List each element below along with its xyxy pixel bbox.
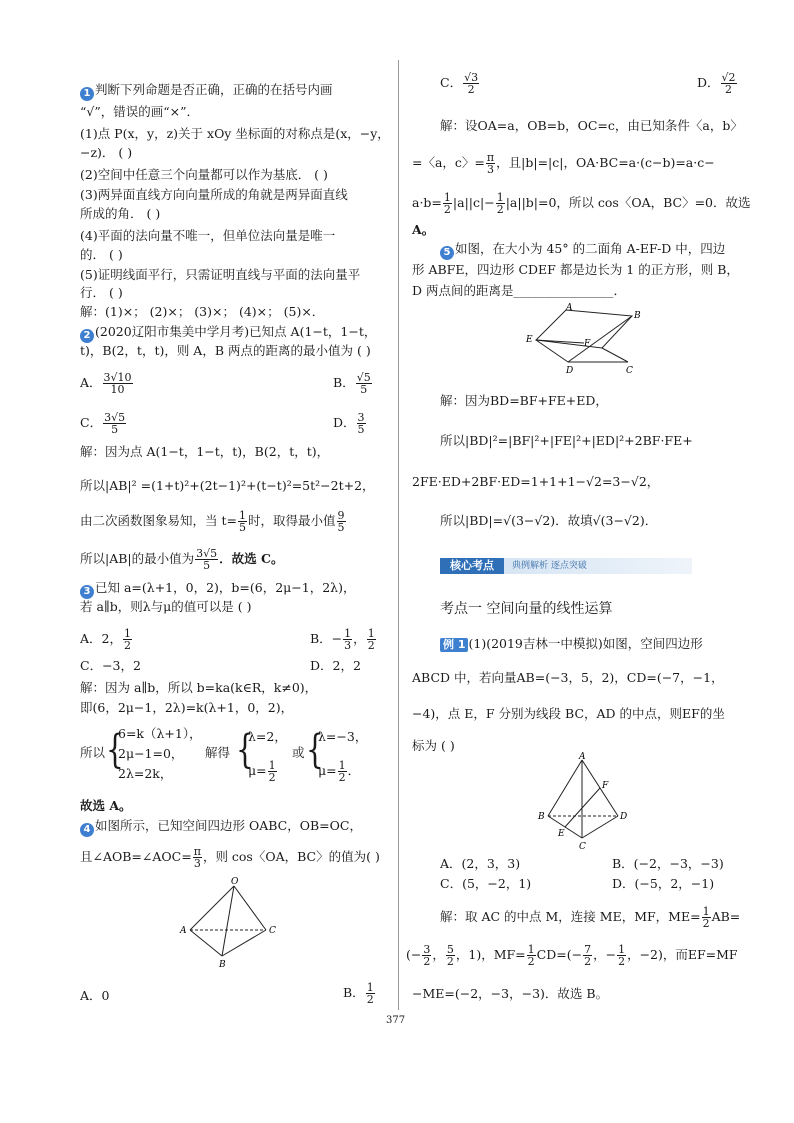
label-d: D [566, 366, 574, 376]
q1-line: −z)． ( ) [80, 145, 133, 160]
label-a: A [566, 303, 573, 313]
label-d: D [620, 812, 628, 822]
q4-final: A。 [412, 222, 435, 237]
ex1-line: ABCD 中，若向量AB=(−3，5，2)，CD=(−7，−1， [412, 670, 724, 685]
ex1-line: 例 1 (1)(2019吉林一中模拟)如图，空间四边形 [440, 636, 703, 652]
solve-label: 解得 [205, 745, 231, 760]
q5-solution: 所以|BD|²=|BF|²+|FE|²+|ED|²+2BF·FE+ [440, 433, 693, 448]
banner-subtitle: 典例解析 逐点突破 [512, 561, 587, 571]
brace-icon: { [106, 726, 124, 773]
q1-line: (1)点 P(x，y，z)关于 xOy 坐标面的对称点是(x，−y， [80, 126, 390, 141]
question-number-badge: 3 [80, 585, 94, 599]
q5-line: 5 如图，在大小为 45° 的二面角 A-EF-D 中，四边 [440, 241, 725, 260]
ex1-solution: (− $\frac{3}{2}$ ， $\frac{5}{2}$ ，1)，MF= $\frac{1}{2}$ CD=(− $\frac{7}{2}$ ，− $\frac{1}{2}$ ，−2)，而EF=MF [406, 943, 738, 968]
q3-solution-label: 所以 [80, 745, 106, 760]
q4-solution: a·b= $\frac{1}{2}$ |a||c|− $\frac{1}{2}$ |a||b|=0，所以 cos〈OA，BC〉=0．故选 [412, 191, 751, 216]
option-b: B．− $\frac{1}{3}$ ， $\frac{1}{2}$ [310, 627, 375, 652]
option-a: A．0 [80, 988, 110, 1003]
q2-solution: 所以|AB|² =(1+t)²+(2t−1)²+(t−t)²=5t²−2t+2， [80, 478, 375, 493]
option-c: C．−3，2 [80, 658, 141, 673]
banner-title: 核心考点 [440, 558, 504, 574]
label-b: B [634, 311, 641, 321]
q5-line: D 两点间的距离是________________． [412, 283, 626, 298]
question-number-badge: 1 [80, 87, 94, 101]
option-c: C． $\frac{3√5}{5}$ [80, 411, 126, 436]
label-b: B [219, 960, 226, 968]
label-c: C [579, 842, 586, 852]
ex1-solution: 解：取 AC 的中点 M，连接 ME，MF，ME= $\frac{1}{2}$ AB= [440, 905, 741, 930]
result-eq: μ= $\frac{1}{2}$ ． [318, 759, 361, 784]
page-number: 377 [386, 1015, 406, 1026]
q1-line: “√”，错误的画“×”． [80, 104, 200, 119]
brace-icon: { [306, 726, 324, 773]
q4-solution: 解：设OA=a，OB=b，OC=c，由已知条件〈a，b〉 [440, 118, 743, 133]
option-d: D． $\frac{3}{5}$ [333, 411, 365, 436]
ex1-line: −4)，点 E，F 分别为线段 BC，AD 的中点，则EF的坐 [412, 706, 725, 721]
q1-line: 行． ( ) [80, 285, 123, 300]
option-d: D．2，2 [310, 658, 361, 673]
section-title: 考点一 空间向量的线性运算 [440, 601, 613, 617]
system-eq: 2λ=2k， [118, 766, 173, 781]
q3-solution: 解：因为 a∥b，所以 b=ka(k∈R，k≠0)， [80, 680, 318, 695]
option-b: B． $\frac{1}{2}$ [343, 981, 374, 1006]
q5-solution: 解：因为BD=BF+FE+ED， [440, 393, 608, 408]
label-c: C [269, 926, 276, 936]
option-d: D．(−5，2，−1) [612, 876, 715, 891]
question-number-badge: 5 [440, 246, 454, 260]
option-c: C． $\frac{√3}{2}$ [440, 71, 479, 96]
label-o: O [231, 877, 239, 887]
result-eq: μ= $\frac{1}{2}$ [248, 759, 276, 784]
dihedral-figure [524, 302, 650, 376]
or-label: 或 [292, 745, 305, 760]
q2-line: t)，B(2，t，t)，则 A，B 两点的距离的最小值为 ( ) [80, 343, 371, 358]
ex1-line: 标为 ( ) [412, 738, 455, 753]
q1-line: (5)证明线面平行，只需证明直线与平面的法向量平 [80, 267, 361, 282]
q4-line: 且∠AOB=∠AOC= $\frac{\pi}{3}$ ，则 cos〈OA，BC〉的值为( ) [80, 845, 380, 870]
q2-solution: 由二次函数图象易知，当 t= $\frac{1}{5}$ 时，取得最小值 $\frac{9}{5}$ [80, 509, 345, 534]
tetrahedron-figure [176, 876, 286, 968]
label-e: E [526, 335, 533, 345]
q1-line: 的． ( ) [80, 247, 123, 262]
result-eq: λ=−3， [318, 729, 368, 744]
option-b: B． $\frac{√5}{5}$ [333, 371, 371, 396]
q3-final: 故选 A。 [80, 798, 132, 813]
q2-solution: 所以|AB|的最小值为 $\frac{3√5}{5}$ ．故选 C。 [80, 547, 284, 572]
label-e: E [558, 829, 565, 839]
option-a: A．(2，3，3) [440, 856, 521, 871]
q1-line: (3)两异面直线方向向量所成的角就是两异面直线 [80, 187, 348, 202]
q4-line: 4 如图所示，已知空间四边形 OABC，OB=OC， [80, 818, 362, 837]
question-number-badge: 2 [80, 329, 94, 343]
option-a: A．2， $\frac{1}{2}$ [80, 627, 131, 652]
q3-solution: 即(6，2μ−1，2λ)=k(λ+1，0，2)， [80, 700, 294, 715]
option-c: C．(5，−2，1) [440, 876, 532, 891]
q1-line: (2)空间中任意三个向量都可以作为基底． ( ) [80, 167, 328, 182]
q1-answer: 解：(1)×； (2)×； (3)×； (4)×； (5)×． [80, 304, 325, 319]
label-a: A [180, 926, 187, 936]
brace-icon: { [236, 726, 254, 773]
option-b: B．(−2，−3，−3) [612, 856, 724, 871]
label-a: A [579, 752, 586, 762]
q5-final: 所以|BD|=√(3−√2)．故填√(3−√2)． [440, 513, 658, 528]
q3-line: 若 a∥b，则λ与μ的值可以是 ( ) [80, 599, 252, 614]
q1-line: 1 判断下列命题是否正确，正确的在括号内画 [80, 82, 333, 101]
label-f: F [602, 781, 609, 791]
column-divider [398, 60, 399, 1010]
label-b: B [538, 812, 545, 822]
system-eq: 2μ−1=0， [118, 746, 184, 761]
option-a: A． $\frac{3√10}{10}$ [80, 371, 132, 396]
option-d: D． $\frac{√2}{2}$ [697, 71, 736, 96]
label-c: C [626, 366, 633, 376]
q5-solution: 2FE·ED+2BF·ED=1+1+1−√2=3−√2， [412, 474, 660, 489]
q5-line: 形 ABFE，四边形 CDEF 都是边长为 1 的正方形，则 B， [412, 262, 739, 277]
system-eq: 6=k（λ+1）， [118, 726, 202, 741]
example-badge: 例 1 [440, 638, 468, 652]
tetrahedron-figure [534, 752, 634, 852]
q4-solution: =〈a，c〉= $\frac{\pi}{3}$ ，且|b|=|c|，OA·BC=a·(c−b)=a·c− [412, 151, 715, 176]
q2-solution: 解：因为点 A(1−t，1−t，t)，B(2，t，t)， [80, 444, 330, 459]
q2-line: 2 (2020辽阳市集美中学月考)已知点 A(1−t，1−t， [80, 324, 376, 343]
question-number-badge: 4 [80, 823, 94, 837]
result-eq: λ=2， [248, 729, 287, 744]
q1-line: 所成的角． ( ) [80, 206, 161, 221]
label-f: F [584, 339, 591, 349]
q3-line: 3 已知 a=(λ+1，0，2)，b=(6，2μ−1，2λ)， [80, 580, 355, 599]
q1-line: (4)平面的法向量不唯一，但单位法向量是唯一 [80, 228, 336, 243]
ex1-solution: −ME=(−2，−3，−3)．故选 B。 [412, 986, 609, 1001]
